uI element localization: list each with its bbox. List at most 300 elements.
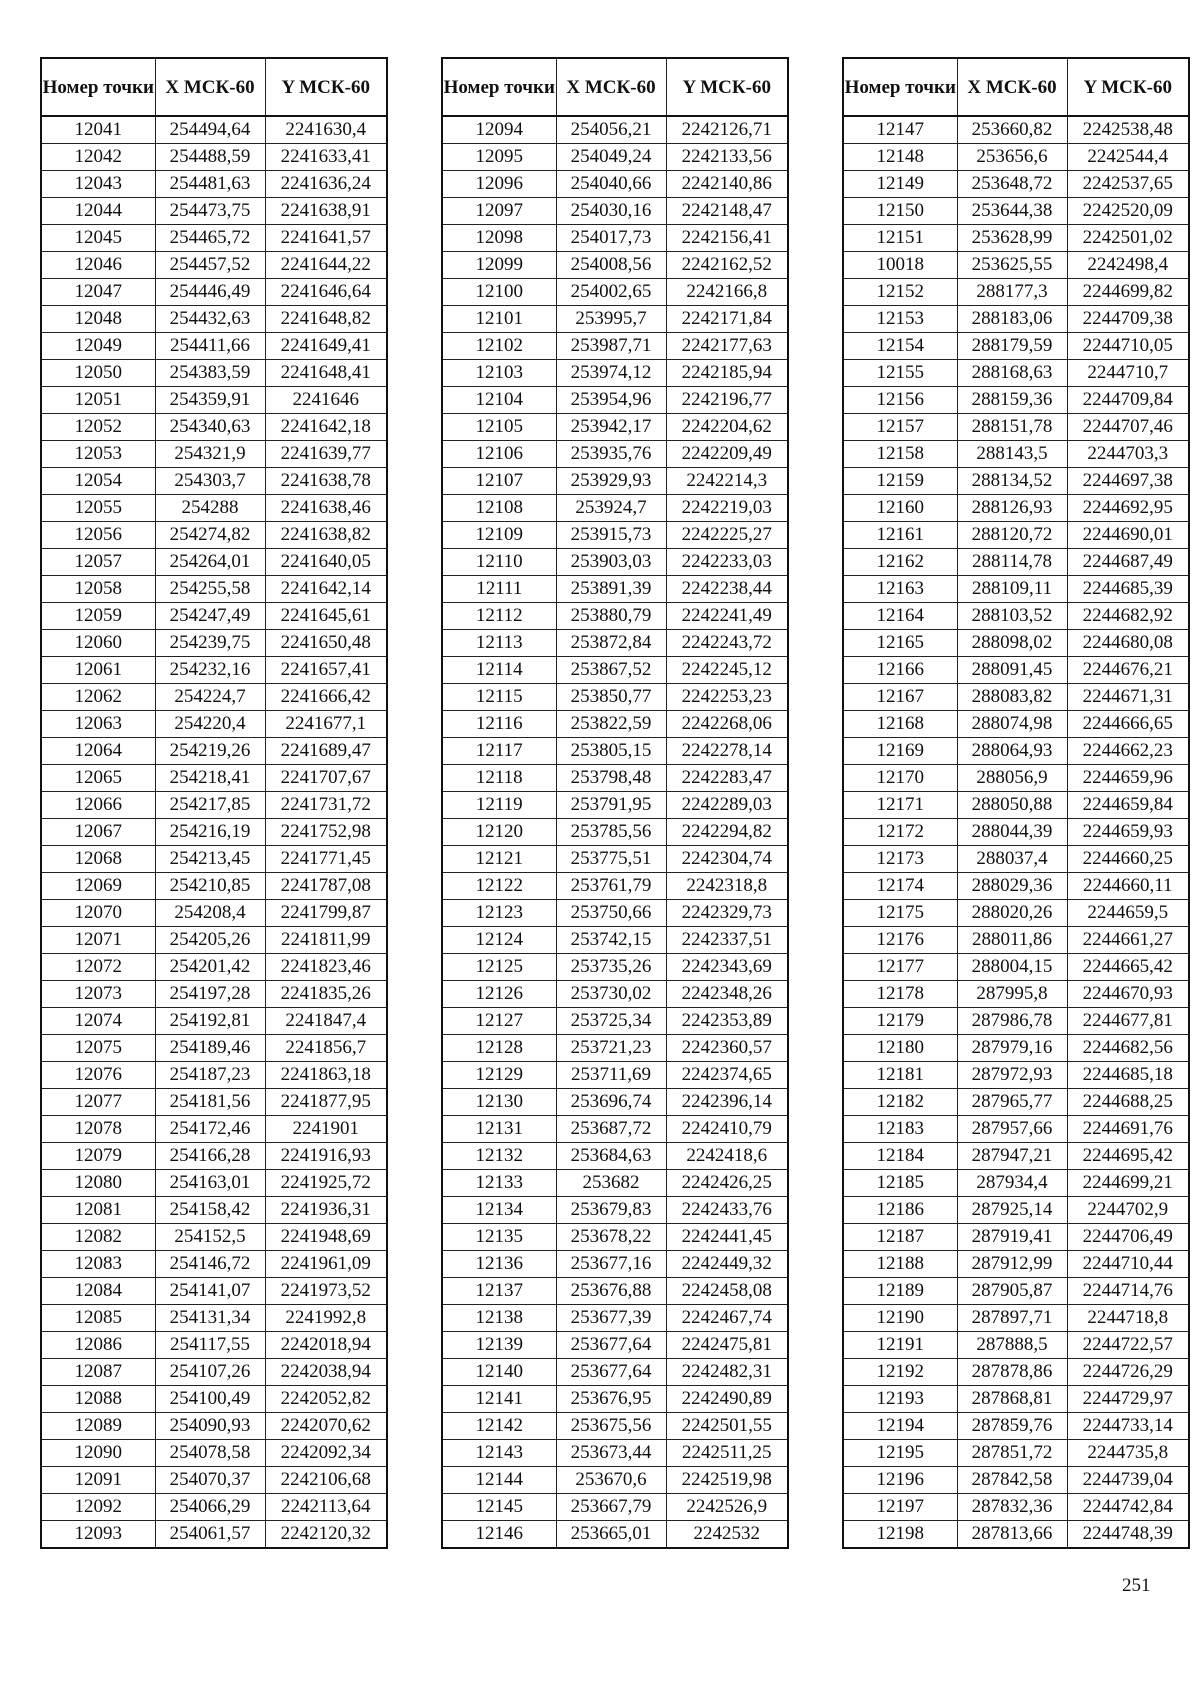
x-coordinate-cell: 288091,45 xyxy=(957,657,1067,684)
x-coordinate-cell: 288126,93 xyxy=(957,495,1067,522)
x-coordinate-cell: 287832,36 xyxy=(957,1494,1067,1521)
point-number-cell: 12104 xyxy=(442,387,556,414)
point-number-cell: 12106 xyxy=(442,441,556,468)
y-coordinate-cell: 2242501,02 xyxy=(1067,225,1189,252)
table-row xyxy=(41,468,387,495)
table-row xyxy=(843,765,1189,792)
x-coordinate-cell: 288020,26 xyxy=(957,900,1067,927)
table-row xyxy=(442,657,788,684)
table-row xyxy=(843,116,1189,144)
y-coordinate-cell: 2241642,14 xyxy=(265,576,387,603)
point-number-cell: 12087 xyxy=(41,1359,155,1386)
point-number-cell: 12196 xyxy=(843,1467,957,1494)
y-coordinate-cell: 2242519,98 xyxy=(666,1467,788,1494)
y-coordinate-cell: 2244691,76 xyxy=(1067,1116,1189,1143)
point-number-cell: 12135 xyxy=(442,1224,556,1251)
point-number-cell: 12133 xyxy=(442,1170,556,1197)
point-number-cell: 12070 xyxy=(41,900,155,927)
point-number-cell: 12141 xyxy=(442,1386,556,1413)
y-coordinate-cell: 2242418,6 xyxy=(666,1143,788,1170)
y-coordinate-cell: 2241633,41 xyxy=(265,144,387,171)
x-coordinate-cell: 254220,4 xyxy=(155,711,265,738)
x-coordinate-cell: 254288 xyxy=(155,495,265,522)
point-number-cell: 12198 xyxy=(843,1521,957,1549)
y-coordinate-cell: 2244688,25 xyxy=(1067,1089,1189,1116)
table-row xyxy=(442,1251,788,1278)
x-coordinate-cell: 254146,72 xyxy=(155,1251,265,1278)
y-coordinate-cell: 2242449,32 xyxy=(666,1251,788,1278)
point-number-cell: 12108 xyxy=(442,495,556,522)
table-row xyxy=(442,116,788,144)
table-row xyxy=(843,684,1189,711)
table-row xyxy=(843,1440,1189,1467)
x-coordinate-cell: 253850,77 xyxy=(556,684,666,711)
header-y: Y МСК-60 xyxy=(265,58,387,116)
point-number-cell: 12137 xyxy=(442,1278,556,1305)
y-coordinate-cell: 2241752,98 xyxy=(265,819,387,846)
point-number-cell: 12078 xyxy=(41,1116,155,1143)
x-coordinate-cell: 253677,39 xyxy=(556,1305,666,1332)
x-coordinate-cell: 287897,71 xyxy=(957,1305,1067,1332)
x-coordinate-cell: 287979,16 xyxy=(957,1035,1067,1062)
point-number-cell: 12121 xyxy=(442,846,556,873)
y-coordinate-cell: 2241936,31 xyxy=(265,1197,387,1224)
point-number-cell: 12160 xyxy=(843,495,957,522)
point-number-cell: 12154 xyxy=(843,333,957,360)
table-row xyxy=(442,873,788,900)
y-coordinate-cell: 2242538,48 xyxy=(1067,116,1189,144)
point-number-cell: 12191 xyxy=(843,1332,957,1359)
table-row xyxy=(41,576,387,603)
y-coordinate-cell: 2241648,41 xyxy=(265,360,387,387)
x-coordinate-cell: 254070,37 xyxy=(155,1467,265,1494)
point-number-cell: 12165 xyxy=(843,630,957,657)
y-coordinate-cell: 2242106,68 xyxy=(265,1467,387,1494)
table-row xyxy=(843,1116,1189,1143)
table-row xyxy=(843,549,1189,576)
y-coordinate-cell: 2241799,87 xyxy=(265,900,387,927)
point-number-cell: 12043 xyxy=(41,171,155,198)
y-coordinate-cell: 2244722,57 xyxy=(1067,1332,1189,1359)
x-coordinate-cell: 253673,44 xyxy=(556,1440,666,1467)
x-coordinate-cell: 253675,56 xyxy=(556,1413,666,1440)
x-coordinate-cell: 287878,86 xyxy=(957,1359,1067,1386)
table-row xyxy=(41,765,387,792)
y-coordinate-cell: 2241863,18 xyxy=(265,1062,387,1089)
point-number-cell: 12178 xyxy=(843,981,957,1008)
point-number-cell: 12079 xyxy=(41,1143,155,1170)
point-number-cell: 12055 xyxy=(41,495,155,522)
y-coordinate-cell: 2241638,78 xyxy=(265,468,387,495)
x-coordinate-cell: 253676,95 xyxy=(556,1386,666,1413)
x-coordinate-cell: 254217,85 xyxy=(155,792,265,819)
point-number-cell: 12152 xyxy=(843,279,957,306)
table-row xyxy=(442,1332,788,1359)
table-row xyxy=(41,1116,387,1143)
point-number-cell: 12170 xyxy=(843,765,957,792)
y-coordinate-cell: 2244659,5 xyxy=(1067,900,1189,927)
y-coordinate-cell: 2244666,65 xyxy=(1067,711,1189,738)
x-coordinate-cell: 288064,93 xyxy=(957,738,1067,765)
coordinates-table-1 xyxy=(40,57,388,1549)
x-coordinate-cell: 288134,52 xyxy=(957,468,1067,495)
x-coordinate-cell: 287934,4 xyxy=(957,1170,1067,1197)
table-row xyxy=(843,171,1189,198)
x-coordinate-cell: 253625,55 xyxy=(957,252,1067,279)
y-coordinate-cell: 2242318,8 xyxy=(666,873,788,900)
table-row xyxy=(41,279,387,306)
table-row xyxy=(442,387,788,414)
x-coordinate-cell: 253942,17 xyxy=(556,414,666,441)
table-row xyxy=(41,1089,387,1116)
y-coordinate-cell: 2242441,45 xyxy=(666,1224,788,1251)
y-coordinate-cell: 2244659,93 xyxy=(1067,819,1189,846)
point-number-cell: 12060 xyxy=(41,630,155,657)
point-number-cell: 12146 xyxy=(442,1521,556,1549)
x-coordinate-cell: 288037,4 xyxy=(957,846,1067,873)
table-row xyxy=(442,576,788,603)
y-coordinate-cell: 2242233,03 xyxy=(666,549,788,576)
table-row xyxy=(442,1494,788,1521)
header-x: X МСК-60 xyxy=(957,58,1067,116)
table-row xyxy=(442,1089,788,1116)
point-number-cell: 12158 xyxy=(843,441,957,468)
table-row xyxy=(41,549,387,576)
table-row xyxy=(843,1521,1189,1549)
x-coordinate-cell: 254187,23 xyxy=(155,1062,265,1089)
x-coordinate-cell: 288004,15 xyxy=(957,954,1067,981)
x-coordinate-cell: 288074,98 xyxy=(957,711,1067,738)
y-coordinate-cell: 2244680,08 xyxy=(1067,630,1189,657)
table-row xyxy=(442,1278,788,1305)
x-coordinate-cell: 287925,14 xyxy=(957,1197,1067,1224)
y-coordinate-cell: 2244709,38 xyxy=(1067,306,1189,333)
point-number-cell: 12184 xyxy=(843,1143,957,1170)
x-coordinate-cell: 253696,74 xyxy=(556,1089,666,1116)
table-row xyxy=(41,630,387,657)
x-coordinate-cell: 253915,73 xyxy=(556,522,666,549)
table-row xyxy=(442,144,788,171)
y-coordinate-cell: 2244671,31 xyxy=(1067,684,1189,711)
x-coordinate-cell: 254117,55 xyxy=(155,1332,265,1359)
table-row xyxy=(843,360,1189,387)
table-row xyxy=(442,360,788,387)
x-coordinate-cell: 254205,26 xyxy=(155,927,265,954)
y-coordinate-cell: 2242278,14 xyxy=(666,738,788,765)
table-row xyxy=(843,657,1189,684)
y-coordinate-cell: 2241961,09 xyxy=(265,1251,387,1278)
point-number-cell: 12099 xyxy=(442,252,556,279)
y-coordinate-cell: 2242283,47 xyxy=(666,765,788,792)
x-coordinate-cell: 253678,22 xyxy=(556,1224,666,1251)
y-coordinate-cell: 2244659,84 xyxy=(1067,792,1189,819)
y-coordinate-cell: 2241645,61 xyxy=(265,603,387,630)
y-coordinate-cell: 2244682,92 xyxy=(1067,603,1189,630)
table-row xyxy=(843,576,1189,603)
y-coordinate-cell: 2242433,76 xyxy=(666,1197,788,1224)
point-number-cell: 12089 xyxy=(41,1413,155,1440)
table-row xyxy=(442,252,788,279)
y-coordinate-cell: 2241640,05 xyxy=(265,549,387,576)
point-number-cell: 12194 xyxy=(843,1413,957,1440)
x-coordinate-cell: 254411,66 xyxy=(155,333,265,360)
table-row xyxy=(442,171,788,198)
table-header-row xyxy=(843,58,1189,116)
table-header-row xyxy=(442,58,788,116)
table-row xyxy=(41,927,387,954)
point-number-cell: 12083 xyxy=(41,1251,155,1278)
y-coordinate-cell: 2241992,8 xyxy=(265,1305,387,1332)
x-coordinate-cell: 253954,96 xyxy=(556,387,666,414)
table-row xyxy=(442,1008,788,1035)
table-row xyxy=(442,279,788,306)
point-number-cell: 12125 xyxy=(442,954,556,981)
point-number-cell: 12195 xyxy=(843,1440,957,1467)
table-row xyxy=(843,954,1189,981)
y-coordinate-cell: 2242467,74 xyxy=(666,1305,788,1332)
x-coordinate-cell: 254017,73 xyxy=(556,225,666,252)
point-number-cell: 12047 xyxy=(41,279,155,306)
point-number-cell: 12122 xyxy=(442,873,556,900)
point-number-cell: 12150 xyxy=(843,198,957,225)
x-coordinate-cell: 254172,46 xyxy=(155,1116,265,1143)
y-coordinate-cell: 2241646,64 xyxy=(265,279,387,306)
x-coordinate-cell: 287813,66 xyxy=(957,1521,1067,1549)
table-row xyxy=(41,954,387,981)
point-number-cell: 12120 xyxy=(442,819,556,846)
point-number-cell: 12142 xyxy=(442,1413,556,1440)
y-coordinate-cell: 2242204,62 xyxy=(666,414,788,441)
table-row xyxy=(41,1224,387,1251)
x-coordinate-cell: 254247,49 xyxy=(155,603,265,630)
x-coordinate-cell: 254008,56 xyxy=(556,252,666,279)
y-coordinate-cell: 2244697,38 xyxy=(1067,468,1189,495)
y-coordinate-cell: 2244659,96 xyxy=(1067,765,1189,792)
table-row xyxy=(843,846,1189,873)
y-coordinate-cell: 2242374,65 xyxy=(666,1062,788,1089)
table-row xyxy=(442,441,788,468)
point-number-cell: 12041 xyxy=(41,116,155,144)
y-coordinate-cell: 2244692,95 xyxy=(1067,495,1189,522)
y-coordinate-cell: 2241707,67 xyxy=(265,765,387,792)
table-row xyxy=(843,1062,1189,1089)
y-coordinate-cell: 2242353,89 xyxy=(666,1008,788,1035)
point-number-cell: 12131 xyxy=(442,1116,556,1143)
x-coordinate-cell: 254303,7 xyxy=(155,468,265,495)
point-number-cell: 12159 xyxy=(843,468,957,495)
point-number-cell: 12136 xyxy=(442,1251,556,1278)
y-coordinate-cell: 2241638,91 xyxy=(265,198,387,225)
table-row xyxy=(843,1359,1189,1386)
y-coordinate-cell: 2242171,84 xyxy=(666,306,788,333)
y-coordinate-cell: 2241677,1 xyxy=(265,711,387,738)
x-coordinate-cell: 253687,72 xyxy=(556,1116,666,1143)
y-coordinate-cell: 2244670,93 xyxy=(1067,981,1189,1008)
table-row xyxy=(843,252,1189,279)
x-coordinate-cell: 253872,84 xyxy=(556,630,666,657)
table-row xyxy=(442,1062,788,1089)
table-row xyxy=(41,360,387,387)
table-row xyxy=(41,387,387,414)
x-coordinate-cell: 288183,06 xyxy=(957,306,1067,333)
y-coordinate-cell: 2242498,4 xyxy=(1067,252,1189,279)
x-coordinate-cell: 253798,48 xyxy=(556,765,666,792)
x-coordinate-cell: 287972,93 xyxy=(957,1062,1067,1089)
point-number-cell: 12174 xyxy=(843,873,957,900)
header-y: Y МСК-60 xyxy=(1067,58,1189,116)
point-number-cell: 12179 xyxy=(843,1008,957,1035)
y-coordinate-cell: 2242038,94 xyxy=(265,1359,387,1386)
coordinates-table-3 xyxy=(842,57,1190,1549)
y-coordinate-cell: 2242140,86 xyxy=(666,171,788,198)
y-coordinate-cell: 2241835,26 xyxy=(265,981,387,1008)
x-coordinate-cell: 254383,59 xyxy=(155,360,265,387)
table-row xyxy=(41,819,387,846)
point-number-cell: 12045 xyxy=(41,225,155,252)
point-number-cell: 12088 xyxy=(41,1386,155,1413)
y-coordinate-cell: 2241641,57 xyxy=(265,225,387,252)
y-coordinate-cell: 2241916,93 xyxy=(265,1143,387,1170)
point-number-cell: 12185 xyxy=(843,1170,957,1197)
x-coordinate-cell: 254090,93 xyxy=(155,1413,265,1440)
point-number-cell: 12080 xyxy=(41,1170,155,1197)
point-number-cell: 12149 xyxy=(843,171,957,198)
point-number-cell: 12103 xyxy=(442,360,556,387)
point-number-cell: 12138 xyxy=(442,1305,556,1332)
x-coordinate-cell: 254040,66 xyxy=(556,171,666,198)
x-coordinate-cell: 287851,72 xyxy=(957,1440,1067,1467)
y-coordinate-cell: 2244726,29 xyxy=(1067,1359,1189,1386)
y-coordinate-cell: 2242219,03 xyxy=(666,495,788,522)
table-row xyxy=(442,954,788,981)
table-row xyxy=(843,819,1189,846)
point-number-cell: 12162 xyxy=(843,549,957,576)
point-number-cell: 12095 xyxy=(442,144,556,171)
point-number-cell: 12105 xyxy=(442,414,556,441)
table-row xyxy=(442,1521,788,1549)
x-coordinate-cell: 253974,12 xyxy=(556,360,666,387)
table-row xyxy=(442,1386,788,1413)
point-number-cell: 12077 xyxy=(41,1089,155,1116)
table-row xyxy=(442,711,788,738)
table-row xyxy=(41,306,387,333)
table-row xyxy=(41,198,387,225)
coordinates-table-2 xyxy=(441,57,789,1549)
x-coordinate-cell: 253730,02 xyxy=(556,981,666,1008)
y-coordinate-cell: 2241973,52 xyxy=(265,1278,387,1305)
x-coordinate-cell: 288114,78 xyxy=(957,549,1067,576)
point-number-cell: 12065 xyxy=(41,765,155,792)
point-number-cell: 12192 xyxy=(843,1359,957,1386)
y-coordinate-cell: 2242475,81 xyxy=(666,1332,788,1359)
point-number-cell: 12139 xyxy=(442,1332,556,1359)
table-row xyxy=(843,1224,1189,1251)
table-row xyxy=(442,846,788,873)
table-row xyxy=(41,1494,387,1521)
x-coordinate-cell: 254264,01 xyxy=(155,549,265,576)
point-number-cell: 12069 xyxy=(41,873,155,900)
x-coordinate-cell: 253742,15 xyxy=(556,927,666,954)
x-coordinate-cell: 288050,88 xyxy=(957,792,1067,819)
table-row xyxy=(843,927,1189,954)
x-coordinate-cell: 253682 xyxy=(556,1170,666,1197)
point-number-cell: 12053 xyxy=(41,441,155,468)
table-row xyxy=(41,603,387,630)
y-coordinate-cell: 2242537,65 xyxy=(1067,171,1189,198)
point-number-cell: 12168 xyxy=(843,711,957,738)
point-number-cell: 12096 xyxy=(442,171,556,198)
y-coordinate-cell: 2244685,39 xyxy=(1067,576,1189,603)
x-coordinate-cell: 253677,64 xyxy=(556,1359,666,1386)
y-coordinate-cell: 2244718,8 xyxy=(1067,1305,1189,1332)
x-coordinate-cell: 253880,79 xyxy=(556,603,666,630)
header-point-number: Номер точки xyxy=(41,58,155,116)
y-coordinate-cell: 2244677,81 xyxy=(1067,1008,1189,1035)
y-coordinate-cell: 2242329,73 xyxy=(666,900,788,927)
table-row xyxy=(843,630,1189,657)
point-number-cell: 12173 xyxy=(843,846,957,873)
table-row xyxy=(843,387,1189,414)
x-coordinate-cell: 288120,72 xyxy=(957,522,1067,549)
point-number-cell: 12181 xyxy=(843,1062,957,1089)
y-coordinate-cell: 2244665,42 xyxy=(1067,954,1189,981)
table-row xyxy=(843,1332,1189,1359)
point-number-cell: 12169 xyxy=(843,738,957,765)
table-row xyxy=(442,1467,788,1494)
x-coordinate-cell: 253628,99 xyxy=(957,225,1067,252)
point-number-cell: 12193 xyxy=(843,1386,957,1413)
y-coordinate-cell: 2244702,9 xyxy=(1067,1197,1189,1224)
table-row xyxy=(41,495,387,522)
table-row xyxy=(442,1143,788,1170)
point-number-cell: 12128 xyxy=(442,1035,556,1062)
x-coordinate-cell: 253721,23 xyxy=(556,1035,666,1062)
x-coordinate-cell: 253775,51 xyxy=(556,846,666,873)
x-coordinate-cell: 254340,63 xyxy=(155,414,265,441)
y-coordinate-cell: 2242511,25 xyxy=(666,1440,788,1467)
x-coordinate-cell: 254432,63 xyxy=(155,306,265,333)
point-number-cell: 12081 xyxy=(41,1197,155,1224)
table-row xyxy=(41,1305,387,1332)
point-number-cell: 12064 xyxy=(41,738,155,765)
y-coordinate-cell: 2241856,7 xyxy=(265,1035,387,1062)
x-coordinate-cell: 287868,81 xyxy=(957,1386,1067,1413)
y-coordinate-cell: 2241657,41 xyxy=(265,657,387,684)
table-row xyxy=(442,198,788,225)
x-coordinate-cell: 254166,28 xyxy=(155,1143,265,1170)
point-number-cell: 12107 xyxy=(442,468,556,495)
x-coordinate-cell: 288011,86 xyxy=(957,927,1067,954)
y-coordinate-cell: 2242166,8 xyxy=(666,279,788,306)
y-coordinate-cell: 2242133,56 xyxy=(666,144,788,171)
point-number-cell: 12048 xyxy=(41,306,155,333)
table-row xyxy=(41,1521,387,1549)
x-coordinate-cell: 254224,7 xyxy=(155,684,265,711)
point-number-cell: 12189 xyxy=(843,1278,957,1305)
x-coordinate-cell: 253761,79 xyxy=(556,873,666,900)
y-coordinate-cell: 2242396,14 xyxy=(666,1089,788,1116)
x-coordinate-cell: 253750,66 xyxy=(556,900,666,927)
table-row xyxy=(41,1035,387,1062)
table-row xyxy=(41,684,387,711)
x-coordinate-cell: 254208,4 xyxy=(155,900,265,927)
x-coordinate-cell: 254189,46 xyxy=(155,1035,265,1062)
table-row xyxy=(41,981,387,1008)
table-row xyxy=(843,279,1189,306)
table-row xyxy=(41,900,387,927)
table-row xyxy=(41,738,387,765)
x-coordinate-cell: 287905,87 xyxy=(957,1278,1067,1305)
